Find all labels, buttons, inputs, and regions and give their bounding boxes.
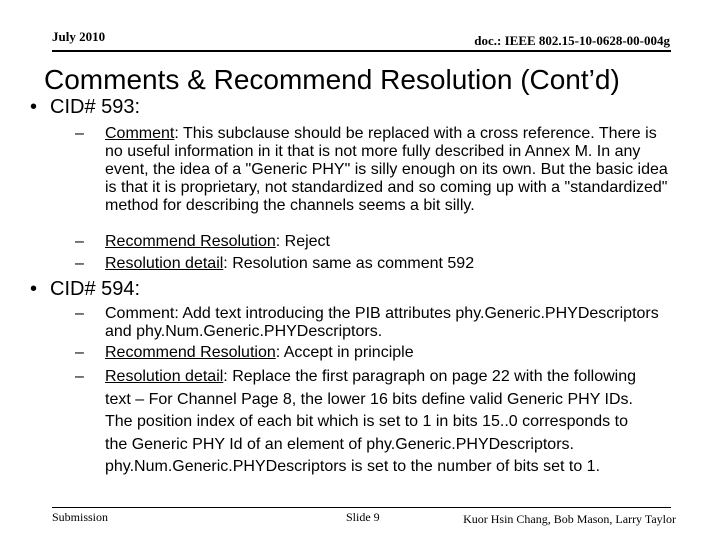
cid-594-bullet xyxy=(30,278,140,301)
dash-icon: – xyxy=(75,305,84,322)
cid-594-recommend xyxy=(75,344,675,362)
footer-slide-number: Slide 9 xyxy=(346,510,380,524)
cid-594-comment xyxy=(75,305,675,341)
header-date: July 2010 xyxy=(52,29,106,44)
footer-submission: Submission xyxy=(52,510,109,524)
detail-label: Resolution detail xyxy=(105,255,224,272)
recommend-text: : Accept in principle xyxy=(275,344,414,361)
cid-593-bullet xyxy=(30,96,140,119)
comment-text: Comment: Add text introducing the PIB attributes phy.Generic.PHYDescriptors and phy.Num.Generic.PHYDescriptors. xyxy=(105,305,659,340)
cid-593-comment xyxy=(75,125,675,215)
recommend-text: : Reject xyxy=(275,233,330,250)
dash-icon: – xyxy=(75,344,84,361)
bullet-dot-icon: • xyxy=(30,96,38,118)
dash-icon: – xyxy=(75,255,84,272)
bullet-dot-icon: • xyxy=(30,278,38,300)
dash-icon: – xyxy=(75,125,84,142)
cid-593-detail xyxy=(75,255,675,273)
recommend-label: Recommend Resolution xyxy=(105,233,276,250)
comment-label: Comment xyxy=(105,125,175,142)
dash-icon: – xyxy=(75,233,84,250)
comment-text: : This subclause should be replaced with a cross reference. There is no useful information in it that is not more fully described in Annex M. In any event, the idea of a "Generic PHY" is silly enough on its own. But the basic idea is that it is proprietary, not standardized and so coming up with a "standardized" method for describing the channels seems a bit silly. xyxy=(105,125,668,214)
detail-label: Resolution detail xyxy=(105,368,224,385)
detail-text: : Replace the first paragraph on page 22 with the following text – For Channel Page 8, the lower 16 bits define valid Generic PHY IDs. The position index of each bit which is set to 1 in bits 15..0 corresponds to the Generic PHY Id of an element of phy.Generic.PHYDescriptors. phy.Num.Generic.PHYDescriptors is set to the number of bits set to 1. xyxy=(105,368,636,475)
header-doc-id: doc.: IEEE 802.15-10-0628-00-004g xyxy=(474,33,670,48)
detail-text: : Resolution same as comment 592 xyxy=(223,255,475,272)
header-divider xyxy=(52,50,671,52)
dash-icon: – xyxy=(75,368,84,385)
slide-title: Comments & Recommend Resolution (Cont’d) xyxy=(44,64,620,95)
footer-authors: Kuor Hsin Chang, Bob Mason, Larry Taylor xyxy=(463,512,676,526)
recommend-label: Recommend Resolution xyxy=(105,344,276,361)
cid-593-recommend xyxy=(75,233,675,251)
footer-divider xyxy=(52,507,671,508)
cid-594-detail xyxy=(75,366,645,479)
cid-594-label: CID# 594: xyxy=(50,278,141,300)
cid-593-label: CID# 593: xyxy=(50,96,141,118)
